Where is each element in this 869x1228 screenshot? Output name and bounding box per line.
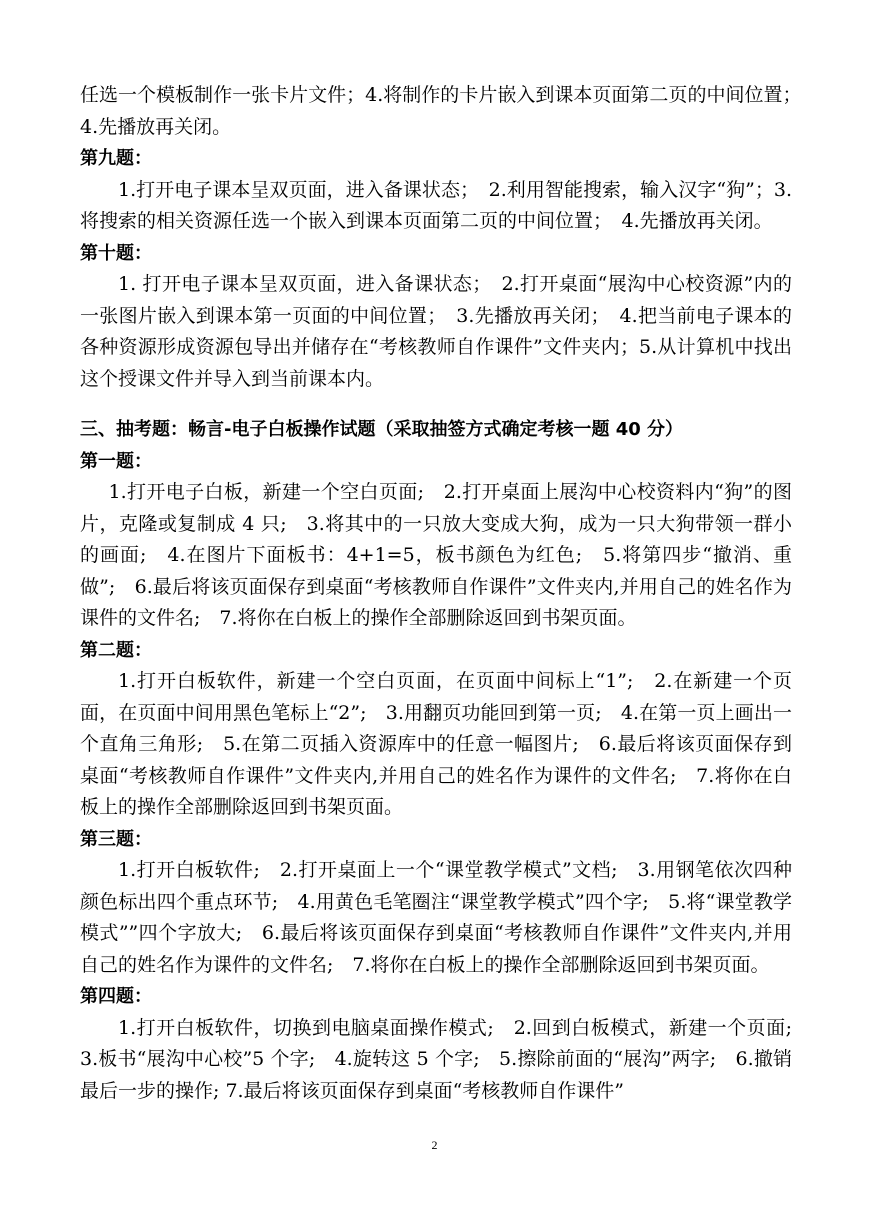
heading-whiteboard-question-2: 第二题： — [80, 639, 152, 661]
paragraph-question-10: 1. 打开电子课本呈双页面，进入备课状态； 2.打开桌面“展沟中心校资源”内的一张图片嵌入到课本第一页面的中间位置； 3.先播放再关闭； 4.把当前电子课本的各种资源形成资源包导出并储存在“考核教师自作课件”文件夹内；5.从计算机中找出这个授课文件并导入到当前课本内。 — [80, 273, 792, 390]
heading-whiteboard-question-4: 第四题： — [80, 986, 152, 1007]
paragraph-whiteboard-question-4: 1.打开白板软件，切换到电脑桌面操作模式; 2.回到白板模式，新建一个页面; 3.板书“展沟中心校”5 个字; 4.旋转这 5 个字; 5.擦除前面的“展沟”两字; 6.撤销最后一步的操作; 7.最后将该页面保存到桌面“考核教师自作课件” — [80, 1016, 812, 1102]
section-heading-whiteboard: 三、抽考题：畅言-电子白板操作试题（采取抽签方式确定考核一题 40 分） — [80, 419, 684, 440]
paragraph-card-task-continued: 任选一个模板制作一张卡片文件；4.将制作的卡片嵌入到课本页面第二页的中间位置； 4.先播放再关闭。 — [80, 84, 812, 138]
heading-whiteboard-question-1: 第一题： — [80, 450, 152, 472]
paragraph-whiteboard-question-2: 1.打开白板软件，新建一个空白页面，在页面中间标上“1”; 2.在新建一个页面，在页面中间用黑色笔标上“2”; 3.用翻页功能回到第一页; 4.在第一页上画出一个直角三角形; 5.在第二页插入资源库中的任意一幅图片; 6.最后将该页面保存到桌面“考核教师自作课件”文件夹内,并用自己的姓名作为课件的文件名; 7.将你在白板上的操作全部删除返回到书架页面。 — [80, 670, 792, 818]
document-body — [80, 80, 812, 1107]
paragraph-question-9: 1.打开电子课本呈双页面，进入备课状态； 2.利用智能搜索，输入汉字“狗”；3.将搜索的相关资源任选一个嵌入到课本页面第二页的中间位置； 4.先播放再关闭。 — [80, 178, 792, 232]
paragraph-whiteboard-question-3: 1.打开白板软件; 2.打开桌面上一个“课堂教学模式”文档; 3.用钢笔依次四种颜色标出四个重点环节; 4.用黄色毛笔圈注“课堂教学模式”四个字; 5.将“课堂教学模式””四个字放大; 6.最后将该页面保存到桌面“考核教师自作课件”文件夹内,并用自己的姓名作为课件的文件名; 7.将你在白板上的操作全部删除返回到书架页面。 — [80, 859, 792, 976]
paragraph-whiteboard-question-1: 1.打开电子白板，新建一个空白页面; 2.打开桌面上展沟中心校资料内“狗”的图片，克隆或复制成 4 只; 3.将其中的一只放大变成大狗，成为一只大狗带领一群小的画面; 4.在图片下面板书：4+1=5，板书颜色为红色; 5.将第四步“撤消、重做”; 6.最后将该页面保存到桌面“考核教师自作课件”文件夹内,并用自己的姓名作为课件的文件名; 7.将你在白板上的操作全部删除返回到书架页面。 — [80, 481, 792, 629]
page-number: 2 — [431, 1138, 438, 1152]
heading-question-10: 第十题： — [80, 242, 152, 264]
heading-question-9: 第九题： — [80, 148, 152, 169]
heading-whiteboard-question-3: 第三题： — [80, 828, 152, 850]
